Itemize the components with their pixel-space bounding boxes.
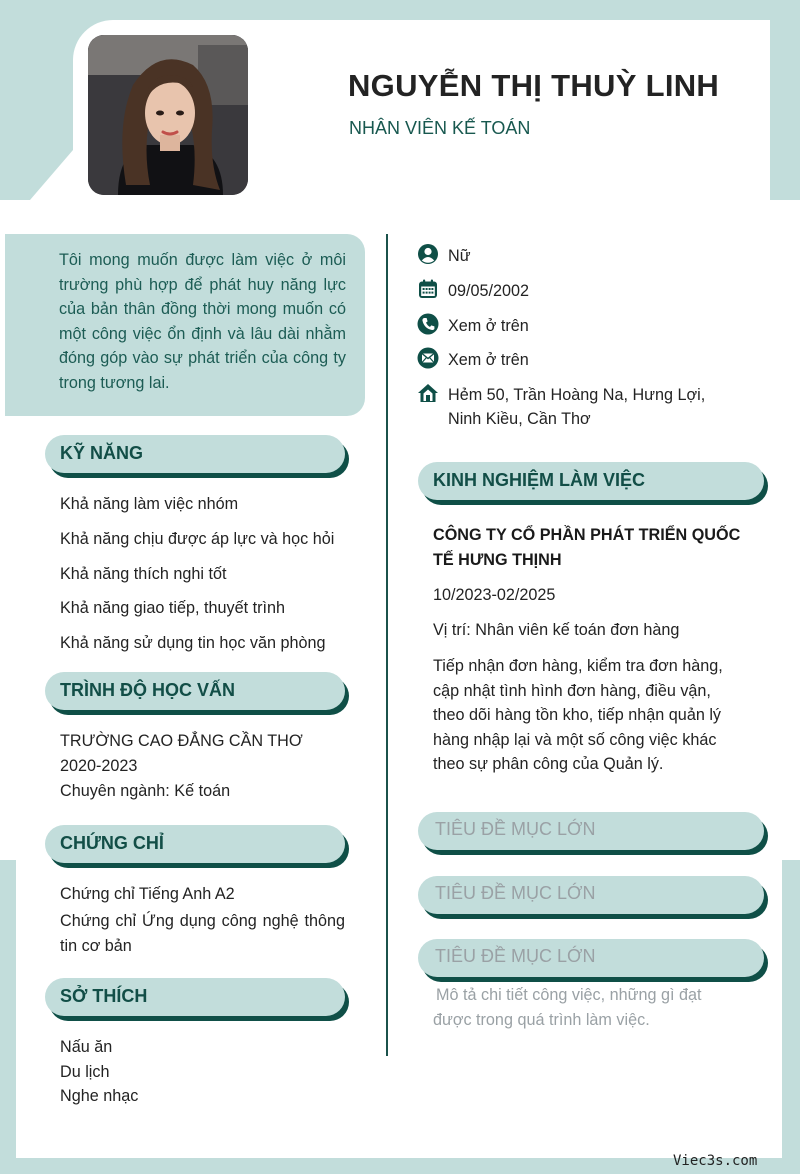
placeholder-section-header	[418, 939, 764, 977]
experience-header	[418, 462, 764, 500]
placeholder-hint: Mô tả chi tiết công việc, những gì đạt được trong quá trình làm việc.	[433, 986, 702, 1029]
portrait-photo	[88, 35, 248, 195]
experience-period: 10/2023-02/2025	[433, 586, 556, 604]
watermark: Viec3s.com	[673, 1153, 758, 1169]
experience-position: Vị trí: Nhân viên kế toán đơn hàng	[433, 621, 680, 639]
skill-item: Khả năng sử dụng tin học văn phòng	[60, 634, 326, 652]
education-title: TRÌNH ĐỘ HỌC VẤN	[60, 680, 235, 700]
certificates-title: CHỨNG CHỈ	[60, 833, 164, 853]
column-divider	[386, 234, 388, 1056]
candidate-name: NGUYỄN THỊ THUỲ LINH	[348, 68, 720, 103]
experience-company: CÔNG TY CỔ PHẦN PHÁT TRIỂN QUỐC TẾ HƯNG THỊNH	[433, 526, 741, 569]
objective-text: Tôi mong muốn được làm việc ở môi trường phù hợp để phát huy năng lực của bản thân đồng thời mong muốn có một công việc ổn định và lâu dài nhằm đóng góp vào sự phát triển của công ty trong tương lai.	[59, 251, 346, 392]
gender-value: Nữ	[448, 247, 471, 265]
phone-icon	[417, 313, 439, 335]
education-major: Chuyên ngành: Kế toán	[60, 782, 231, 800]
certificates-header	[45, 825, 345, 863]
education-years: 2020-2023	[60, 757, 138, 775]
experience-description: Tiếp nhận đơn hàng, kiểm tra đơn hàng, cập nhật tình hình đơn hàng, điều vận, theo dõi hàng tồn kho, tiếp nhận quản lý hàng nhập lại và một số công việc khác theo sự phân công của Quản lý.	[433, 657, 723, 774]
candidate-role: NHÂN VIÊN KẾ TOÁN	[349, 118, 531, 138]
education-school: TRƯỜNG CAO ĐẲNG CẦN THƠ	[60, 732, 303, 750]
hobby-item: Nghe nhạc	[60, 1087, 139, 1105]
email-value: Xem ở trên	[448, 351, 529, 369]
hobby-item: Nấu ăn	[60, 1038, 113, 1056]
hobby-item: Du lịch	[60, 1063, 110, 1081]
hobbies-header	[45, 978, 345, 1016]
address-line-1: Hẻm 50, Trần Hoàng Na, Hưng Lợi,	[448, 386, 706, 404]
address-line-2: Ninh Kiều, Cần Thơ	[448, 410, 591, 428]
avatar	[88, 35, 248, 195]
placeholder-section-header	[418, 812, 764, 850]
phone-value: Xem ở trên	[448, 317, 529, 335]
header-card-notch	[30, 150, 73, 200]
skill-item: Khả năng làm việc nhóm	[60, 495, 239, 513]
placeholder-title: TIÊU ĐỀ MỤC LỚN	[435, 819, 596, 839]
objective-box	[5, 234, 365, 416]
birthday-value: 09/05/2002	[448, 282, 530, 300]
certificate-item: Chứng chỉ Ứng dụng công nghệ thông tin cơ bản	[60, 912, 345, 955]
education-header	[45, 672, 345, 710]
experience-title: KINH NGHIỆM LÀM VIỆC	[433, 470, 646, 490]
mail-icon	[417, 347, 439, 369]
skill-item: Khả năng thích nghi tốt	[60, 565, 227, 583]
skill-item: Khả năng giao tiếp, thuyết trình	[60, 599, 285, 617]
calendar-icon	[417, 278, 439, 300]
skills-header	[45, 435, 345, 473]
home-icon	[417, 382, 439, 404]
hobbies-title: SỞ THÍCH	[60, 986, 148, 1006]
user-icon	[417, 243, 439, 265]
placeholder-title: TIÊU ĐỀ MỤC LỚN	[435, 883, 596, 903]
skills-title: KỸ NĂNG	[60, 443, 144, 463]
skill-item: Khả năng chịu được áp lực và học hỏi	[60, 530, 335, 548]
placeholder-section-header	[418, 876, 764, 914]
placeholder-title: TIÊU ĐỀ MỤC LỚN	[435, 946, 596, 966]
certificate-item: Chứng chỉ Tiếng Anh A2	[60, 885, 235, 903]
